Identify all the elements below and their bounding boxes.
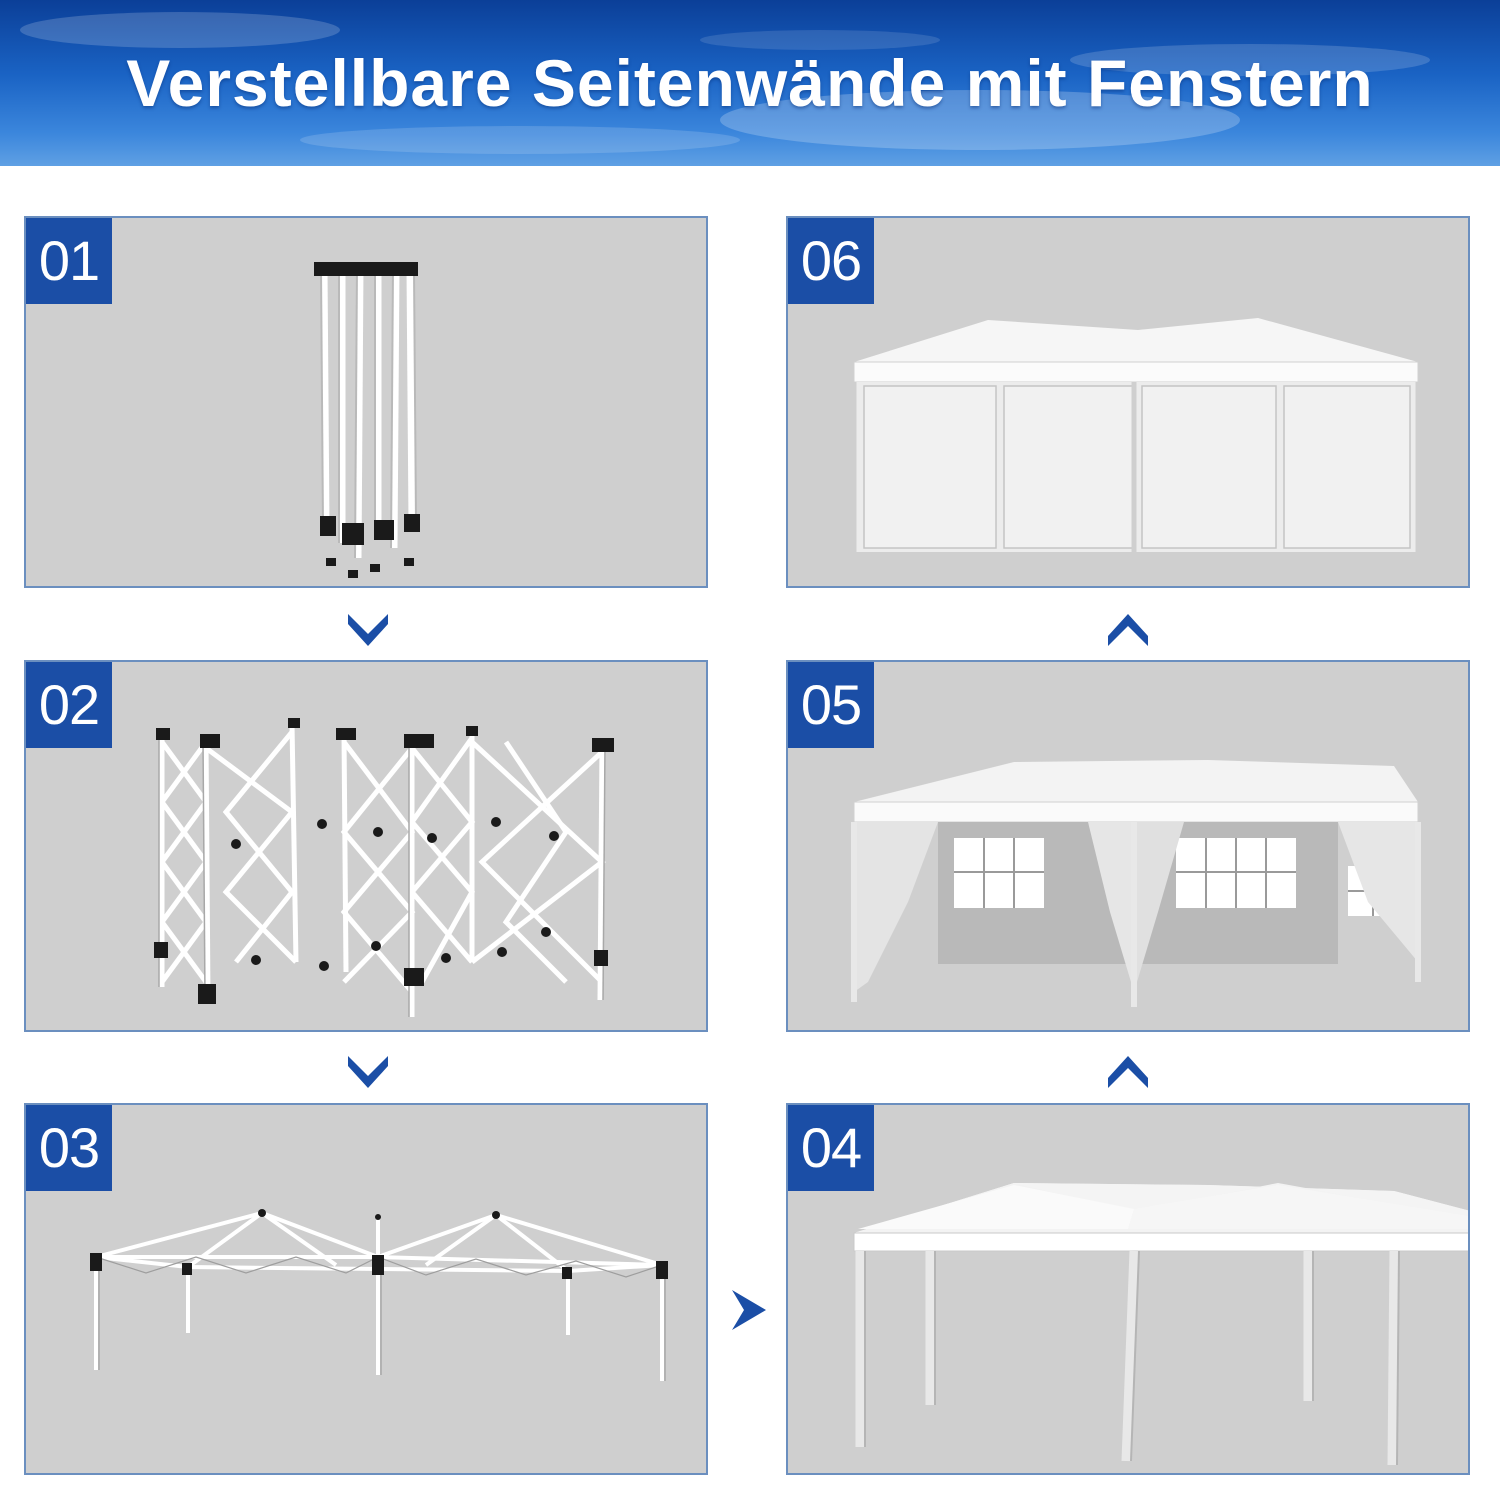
- step-number-badge: 05: [788, 662, 874, 748]
- header-banner: [0, 0, 1500, 166]
- step-number-badge: 04: [788, 1105, 874, 1191]
- step-panel-03: [24, 1103, 708, 1475]
- arrow-up-icon: [1106, 612, 1150, 648]
- arrow-down-icon: [346, 612, 390, 648]
- enclosed-tent-illustration: [788, 218, 1470, 588]
- page-title: Verstellbare Seitenwände mit Fenstern: [126, 46, 1374, 120]
- arrow-right-icon: [730, 1288, 768, 1332]
- step-number-badge: 01: [26, 218, 112, 304]
- step-number-badge: 03: [26, 1105, 112, 1191]
- tent-with-windows-illustration: [788, 662, 1470, 1032]
- expanding-frame-illustration: [26, 662, 708, 1032]
- folded-frame-illustration: [26, 218, 708, 588]
- step-number-badge: 02: [26, 662, 112, 748]
- arrow-down-icon: [346, 1054, 390, 1090]
- step-panel-04: [786, 1103, 1470, 1475]
- step-panel-05: [786, 660, 1470, 1032]
- step-panel-02: [24, 660, 708, 1032]
- step-panel-01: [24, 216, 708, 588]
- canopy-illustration: [788, 1105, 1470, 1475]
- expanded-frame-illustration: [26, 1105, 708, 1475]
- step-panel-06: [786, 216, 1470, 588]
- arrow-up-icon: [1106, 1054, 1150, 1090]
- step-number-badge: 06: [788, 218, 874, 304]
